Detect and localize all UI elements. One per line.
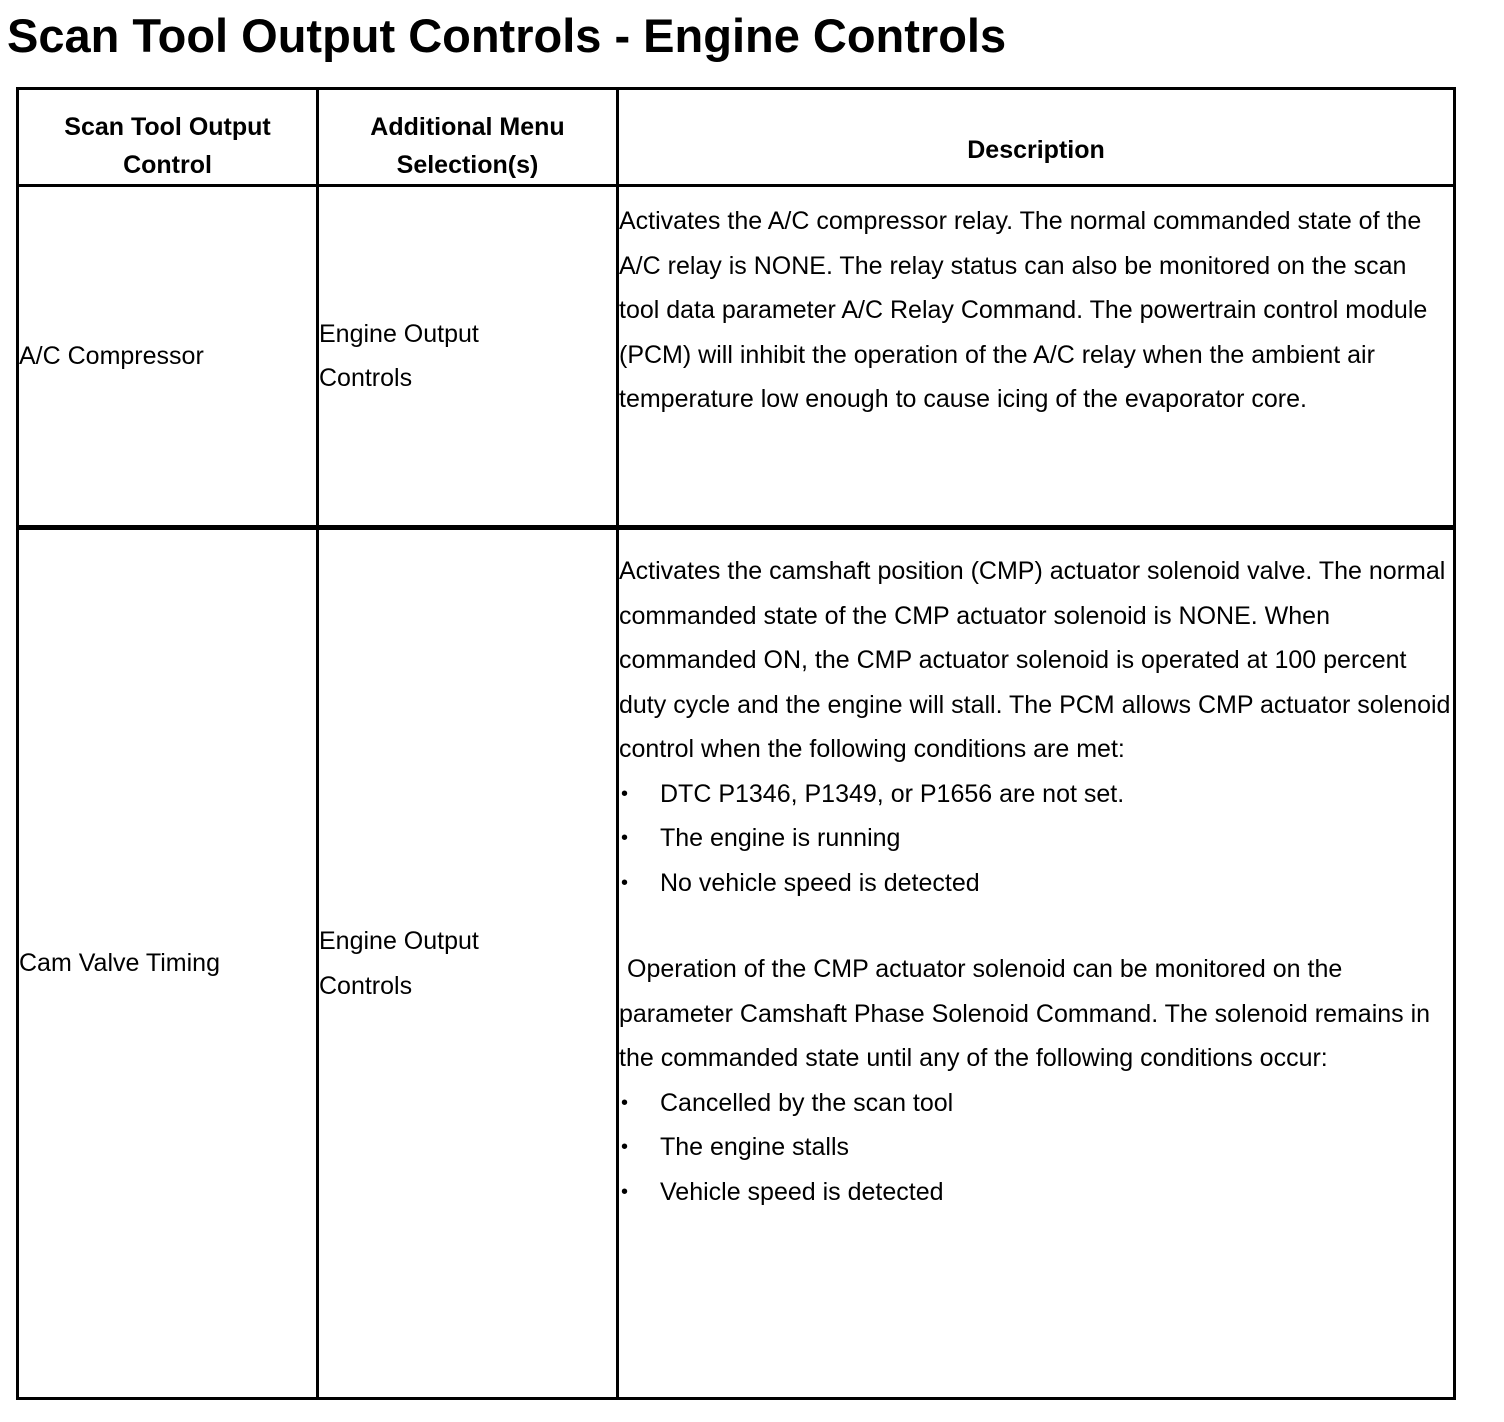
- conditions-occur-list: [619, 1081, 1453, 1215]
- header-menu: Additional Menu Selection(s): [318, 89, 618, 186]
- header-control: Scan Tool Output Control: [18, 89, 318, 186]
- page-title: Scan Tool Output Controls - Engine Controls: [7, 9, 1007, 62]
- list-item: • DTC P1346, P1349, or P1656 are not set.: [619, 772, 1453, 817]
- output-controls-table: [16, 87, 1456, 1400]
- table-row: [18, 528, 1455, 1399]
- row-menu: Engine Output Controls: [318, 528, 618, 1399]
- description-monitor: Operation of the CMP actuator solenoid can be monitored on the parameter Camshaft Phase Solenoid Command. The solenoid remains in the commanded state until any of the following conditions occur:: [619, 955, 1431, 1072]
- row-control: Cam Valve Timing: [18, 528, 318, 1399]
- bullet-icon: •: [621, 1091, 629, 1114]
- list-item: • No vehicle speed is detected: [619, 861, 1453, 906]
- row-description: [618, 186, 1455, 528]
- description-text: Activates the A/C compressor relay. The normal commanded state of the A/C relay is NONE. The relay status can also be monitored on the scan tool data parameter A/C Relay Command. The powertrain control module (PCM) will inhibit the operation of the A/C relay when the ambient air temperature low enough to cause icing of the evaporator core.: [619, 207, 1428, 413]
- table-header-row: [18, 89, 1455, 186]
- row-menu: Engine Output Controls: [318, 186, 618, 528]
- table-row: [18, 186, 1455, 528]
- header-description: Description: [618, 89, 1455, 186]
- bullet-icon: •: [621, 782, 629, 805]
- bullet-icon: •: [621, 871, 629, 894]
- row-control: A/C Compressor: [18, 186, 318, 528]
- row-description: [618, 528, 1455, 1399]
- description-intro: Activates the camshaft position (CMP) actuator solenoid valve. The normal commanded state of the CMP actuator solenoid is NONE. When commanded ON, the CMP actuator solenoid is operated at 100 percent duty cycle and the engine will stall. The PCM allows CMP actuator solenoid control when the following conditions are met:: [619, 557, 1451, 763]
- conditions-met-list: [619, 772, 1453, 906]
- bullet-icon: •: [621, 1180, 629, 1203]
- list-item: • Cancelled by the scan tool: [619, 1081, 1453, 1126]
- list-item: • The engine stalls: [619, 1125, 1453, 1170]
- bullet-icon: •: [621, 1136, 629, 1158]
- list-item: • Vehicle speed is detected: [619, 1170, 1453, 1215]
- list-item: • The engine is running: [619, 816, 1453, 861]
- bullet-icon: •: [621, 827, 629, 849]
